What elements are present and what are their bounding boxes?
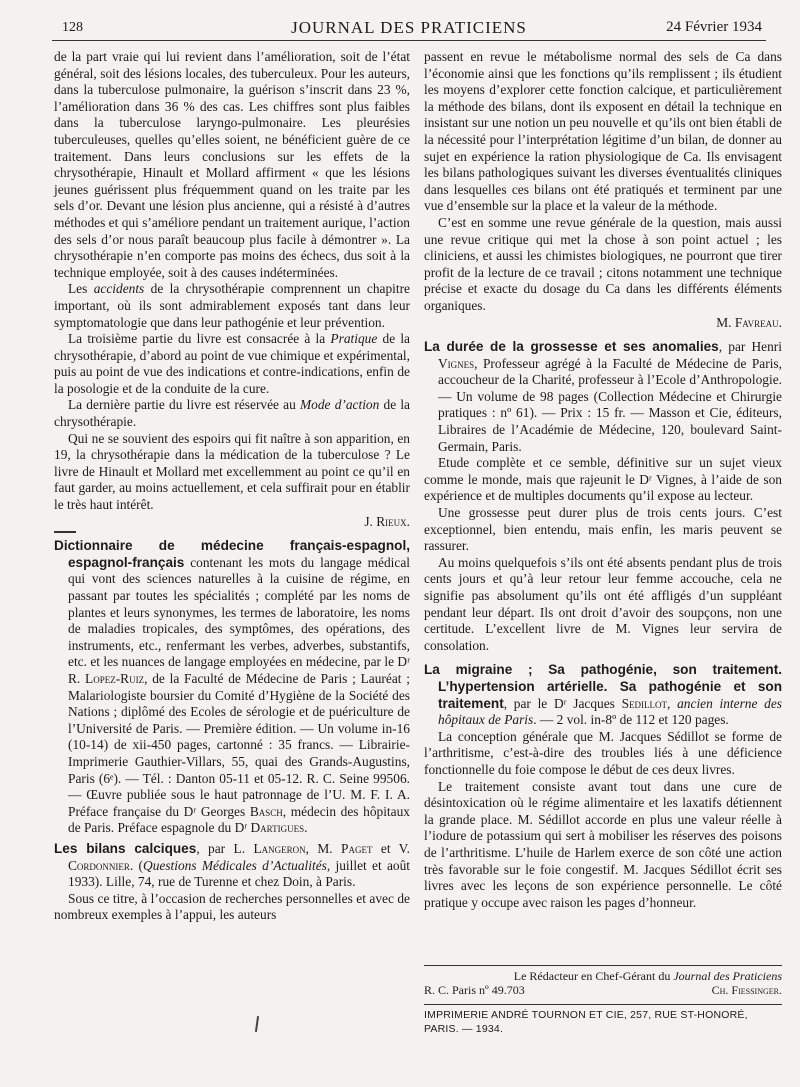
paragraph: Sous ce titre, à l’occasion de recherches personnelles et avec de nombreux exemples à l’appui, les auteurs [54,890,410,923]
paragraph: passent en revue le métabolisme normal des sels de Ca dans l’économie ainsi que les fonctions qu’ils remplissent ; ils étudient les moyens d’explorer cette fonction calcique, et particulièrement la méthode des bilans, dont ils exposent en détail la technique en insistant sur une notion un peu nouvelle et qu’ils ont bien établi de la nécessité pour l’interprétation légitime d’un bilan, de donner au sujet en expérience la ration physiologique de Ca. Ils envisagent les bilans pathologiques suivant les diverses éventualités cliniques dans lesquelles ces bilans ont été pratiqués et terminent par une vue d’ensemble sur la place et la valeur de la méthode. [424,49,782,214]
registre-commerce: R. C. Paris nº 49.703 [424,983,525,997]
review-title: Les bilans calciques [54,840,197,856]
page-number: 128 [62,20,83,35]
review-migraine [424,662,782,911]
gerant-name: Ch. Fiessinger. [711,983,782,997]
section-divider [54,531,76,533]
paragraph: C’est en somme une revue générale de la question, mais aussi une revue critique qui met la chose à son point actuel ; les cliniciens, et aussi les chimistes biologiques, ne pourront que tirer profit de la lecture de ce travail ; citons notamment une technique précise et exacte du dosage du Ca dans les différents éléments organiques. [424,214,782,313]
review-grossesse [424,339,782,654]
paragraph: de la part vraie qui lui revient dans l’amélioration, soit de l’état général, soit des lésions locales, des tuberculeux. Pour les auteurs, dans la tuberculose pulmonaire, la guérison s’inscrit dans 23 %, l’amélioration dans 36 % des cas. Les chiffres sont plus faibles dans la tuberculose laryngo-pulmonaire. Les pleurésies tuberculeuses, quelles qu’elles soient, ne bénéficient guère de ce traitement. Dans leurs conclusions sur les effets de la chrysothérapie, Hinault et Mollard affirment « que les lésions jeunes guérissent plus fréquemment quand on les traite par les sels d’or. Devant une lésion plus ancienne, qui a résisté à d’autres méthodes et qui s’améliore pendant un traitement aurique, l’action des sels d’or nous paraît beaucoup plus facile à démontrer ». La chrysothérapie n’en comporte pas moins des échecs, dus soit à la technique employée, soit à des causes indéterminées. [54,49,410,280]
left-column [54,49,410,924]
paragraph: Qui ne se souvient des espoirs qui fit naître à son apparition, en 19, la chrysothérapie dans la médication de la tuberculose ? Le livre de Hinault et Mollard met excellemment au point ce qu’il en faut garder, au moins actuellement, et cela suffirait pour en établir le très haut intérêt. [54,430,410,513]
journal-title: JOURNAL DES PRATICIENS [291,18,527,37]
gerant-line [424,983,782,997]
review-dictionnaire [54,538,410,837]
issue-date: 24 Février 1934 [666,19,762,35]
paragraph: La dernière partie du livre est réservée au Mode d’action de la chrysothérapie. [54,397,411,430]
paragraph: Les accidents de la chrysothérapie comprennent un chapitre important, où ils sont admirablement exposés tant dans leur symptomatologie que dans leur pathogénie et leur prévention. [54,281,410,330]
paragraph: Au moins quelquefois s’ils ont été absents pendant plus de trois cents jours et qu’à leur retour leur femme accouche, cela ne signifie pas absolument qu’ils ont été affligés d’un suppléant pendant leur départ. Ils ont droit d’avoir des soupçons, non une certitude. L’excellent livre de M. Vignes leur servira de consolation. [424,554,782,653]
paragraph: Le traitement consiste avant tout dans une cure de désintoxication où le régime alimentaire et les laxatifs détiennent la grande place. M. Sédillot accorde en plus une valeur réelle à l’iodure de potassium qui sert à mobiliser les réserves des poisons de l’arthritisme. L’huile de Harlem exerce de son côté une action très favorable sur le foie congestif. M. Jacques Sédillot écrit ses livres avec les leçons de son expérience personnelle. Le côté pratique y occupe avec raison les pages d’honneur. [424,778,782,910]
signature-favreau: M. Favreau. [716,314,782,330]
review-bilans-calciques [54,841,410,924]
paragraph: La troisième partie du livre est consacrée à la Pratique de la chrysothérapie, d’abord au point de vue chimique et expérimental, puis au point de vue des indications et contre-indications, enfin de la posologie et de la conduite de la cure. [54,331,410,396]
paragraph: Les bilans calciques, par L. Langeron, M. Paget et V. Cordonnier. (Questions Médicales d’Actualités, juillet et août 1933). Lille, 74, rue de Turenne et chez Doin, à Paris. [54,840,410,890]
paragraph: La conception générale que M. Jacques Sédillot se forme de l’arthritisme, c’est-à-dire des troubles liés à une déficience fonctionnelle du foie compose le début de ces deux livres. [424,728,782,777]
paragraph: Une grossesse peut durer plus de trois cents jours. C’est exceptionnel, bien entendu, mais enfin, les maris peuvent se rassurer. [424,505,782,554]
right-column [424,49,782,911]
paragraph: La migraine ; Sa pathogénie, son traitement. L’hypertension artérielle. Sa pathogénie et son traitement, par le Dʳ Jacques Sedillot, ancien interne des hôpitaux de Paris. — 2 vol. in-8º de 112 et 120 pages. [424,662,782,728]
page-header [52,18,766,41]
page-footer [424,965,782,1036]
paragraph: Dictionnaire de médecine français-espagnol, espagnol-français contenant les mots du langage médical qui vont des sciences naturelles à la cuisine de régime, en passant par toutes les spécialités ; complété par les noms de plantes et leurs synonymes, les termes de laboratoire, les noms de maladies tropicales, des symptômes, des opérations, des instruments, etc., renfermant les verbes, adverbes, substantifs, etc. et les nuances de langage employées en médecine, par le Dʳ R. Lopez-Ruiz, de la Faculté de Médecine de Paris ; Lauréat ; Malariologiste boursier du Comité d’Hygiène de la Société des Nations ; diplômé des Ecoles de sérologie et de puériculture de l’Université de Paris. — Première édition. — Un volume in-16 (10-14) de xii-450 pages, cartonné : 35 francs. — Librairie-Imprimerie Gauthier-Villars, 55, quai des Grands-Augustins, Paris (6ᵉ). — Tél. : Danton 05-11 et 05-12. R. C. Seine 99506. — Œuvre publiée sous le haut patronnage de l’U. M. F. I. A. Préface française du Dʳ Georges Basch, médecin des hôpitaux de Paris. Préface espagnole du Dʳ Dartigues. [54,538,410,836]
footer-rule [424,965,782,966]
review-title: Dictionnaire de médecine français-espagnol, espagnol-français [54,538,410,570]
redacteur-line: Le Rédacteur en Chef-Gérant du Journal des Praticiens [513,969,782,983]
paragraph: Etude complète et ce semble, définitive sur un sujet vieux comme le monde, mais que rajeunit le Dʳ Vignes, à l’aide de son expérience et de multiples documents qu’il expose au lecteur. [424,455,782,504]
signature-rieux: J. Rieux. [364,513,410,529]
review-title: La migraine ; Sa pathogénie, son traitement. L’hypertension artérielle. Sa pathogénie et son traitement [424,662,782,711]
paragraph: La durée de la grossesse et ses anomalies, par Henri Vignes, Professeur agrégé à la Faculté de Médecine de Paris, accoucheur de la Charité, professeur à l’Ecole d’Anthropologie. — Un volume de 98 pages (Collection Médecine et Chirurgie pratiques : nº 61). — Prix : 15 fr. — Masson et Cie, éditeurs, Libraires de l’Académie de Médecine, 120, boulevard Saint-Germain, Paris. [424,339,782,454]
printer-line: IMPRIMERIE ANDRÉ TOURNON ET CIE, 257, RUE ST-HONORÉ, PARIS. — 1934. [424,1004,782,1036]
review-title: La durée de la grossesse et ses anomalies [424,339,719,355]
pen-mark [255,1016,259,1032]
